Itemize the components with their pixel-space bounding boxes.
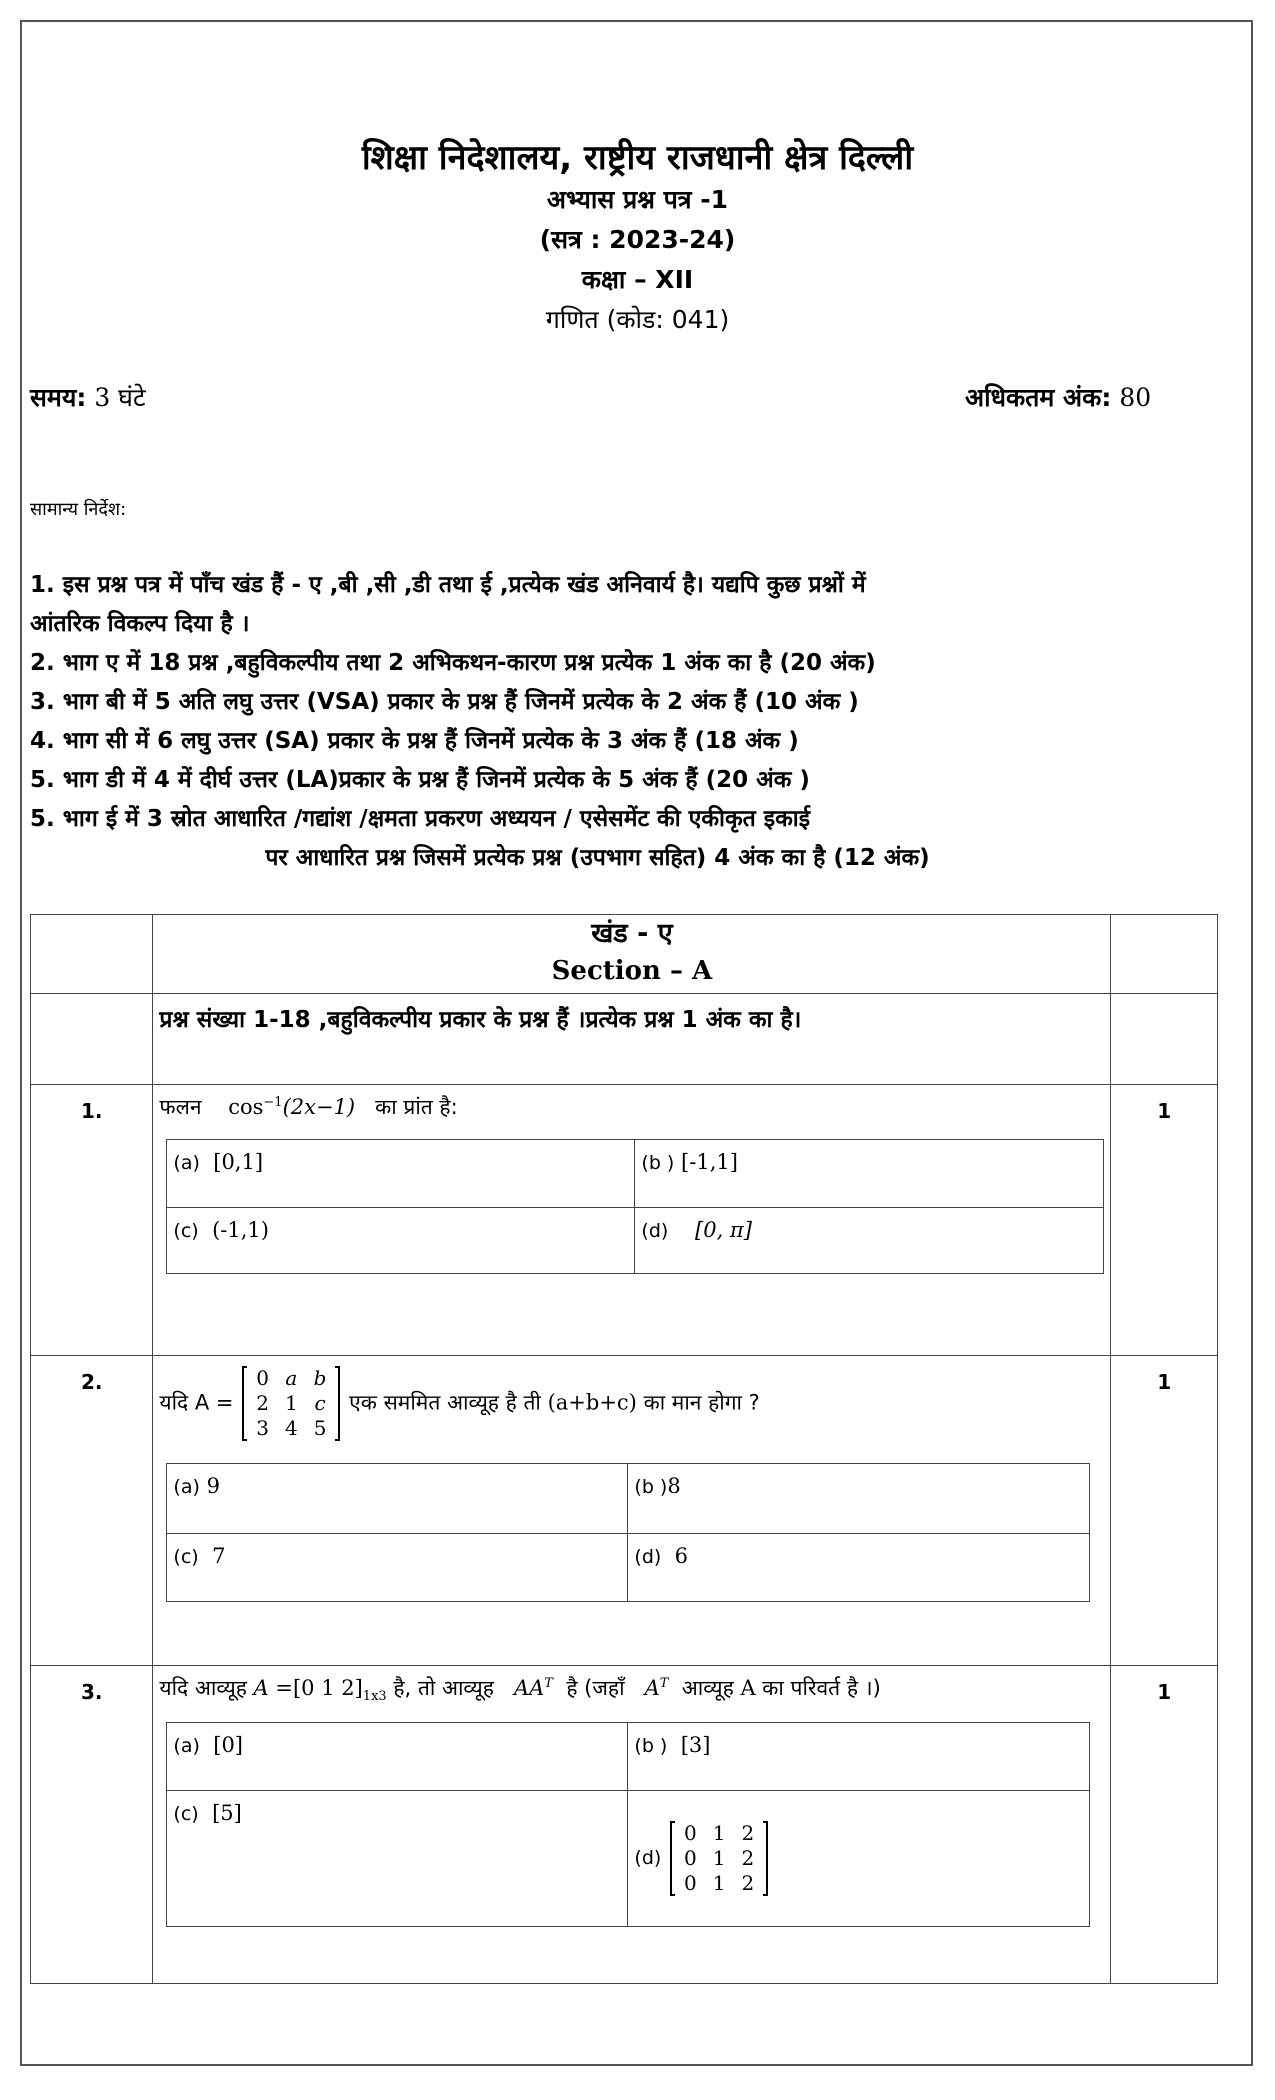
question-number: 3. bbox=[31, 1666, 153, 1984]
instruction-line: 3. भाग बी में 5 अति लघु उत्तर (VSA) प्रकार के प्रश्न हैं जिनमें प्रत्येक के 2 अंक हैं (10 अंक ) bbox=[30, 689, 859, 715]
option-c: (c) (-1,1) bbox=[167, 1208, 635, 1274]
section-title-english: Section – A bbox=[551, 956, 713, 986]
empty-cell bbox=[31, 994, 153, 1085]
options-table bbox=[166, 1722, 1090, 1927]
question-marks: 1 bbox=[1111, 1356, 1218, 1666]
question-marks: 1 bbox=[1111, 1085, 1218, 1356]
instructions-heading: सामान्य निर्देश: bbox=[30, 499, 127, 520]
question-table bbox=[30, 914, 1218, 1984]
option-b: (b )8 bbox=[628, 1464, 1090, 1534]
time-value: 3 घंटे bbox=[94, 383, 146, 412]
question-row bbox=[31, 1085, 1218, 1356]
max-marks-label: अधिकतम अंक: bbox=[965, 383, 1112, 412]
question-stem: यदि आव्यूह A =[0 1 $2]_{1x3}$ है, तो आव्यूह $AA^T$ है (जहाँ $A^T$ आव्यूह A का परिवर्त है ।) bbox=[159, 1676, 881, 1705]
matrix-option-d: 0 1 2 0 1 2 0 1 2 bbox=[670, 1821, 768, 1896]
question-row bbox=[31, 1666, 1218, 1984]
paper-header bbox=[0, 136, 1275, 340]
question-stem: फलन $\cos^{-1}(2x-1)$ का प्रांत है: bbox=[159, 1095, 458, 1119]
directorate-title: शिक्षा निदेशालय, राष्ट्रीय राजधानी क्षेत्र दिल्ली bbox=[361, 138, 914, 178]
question-number: 2. bbox=[31, 1356, 153, 1666]
section-note-row bbox=[31, 994, 1218, 1085]
option-c: (c) 7 bbox=[167, 1534, 628, 1602]
matrix-a: 0 a b 2 1 c 3 4 5 bbox=[242, 1366, 340, 1441]
empty-cell bbox=[1111, 915, 1218, 994]
max-marks-value: 80 bbox=[1119, 383, 1152, 412]
option-b: (b ) [-1,1] bbox=[635, 1140, 1104, 1208]
empty-cell bbox=[1111, 994, 1218, 1085]
instruction-line: आंतरिक विकल्प दिया है । bbox=[30, 611, 250, 637]
time-info bbox=[30, 380, 146, 414]
question-stem: यदि A = 0 a b 2 1 c 3 4 5 एक सममित आव्यूह है ती (a+b+c) का मान होगा ? bbox=[159, 1366, 760, 1440]
option-c: (c) [5] bbox=[167, 1791, 628, 1927]
question-body bbox=[153, 1356, 1111, 1666]
section-note: प्रश्न संख्या 1-18 ,बहुविकल्पीय प्रकार के प्रश्न हैं ।प्रत्येक प्रश्न 1 अंक का है। bbox=[153, 994, 1111, 1085]
question-number: 1. bbox=[31, 1085, 153, 1356]
instruction-line: 5. भाग डी में 4 में दीर्घ उत्तर (LA)प्रकार के प्रश्न हैं जिनमें प्रत्येक के 5 अंक हैं (20 अंक ) bbox=[30, 767, 810, 793]
options-table bbox=[166, 1139, 1104, 1274]
empty-cell bbox=[31, 915, 153, 994]
question-row bbox=[31, 1356, 1218, 1666]
instruction-line: 2. भाग ए में 18 प्रश्न ,बहुविकल्पीय तथा 2 अभिकथन-कारण प्रश्न प्रत्येक 1 अंक का है (20 अंक) bbox=[30, 650, 876, 676]
option-d: (d) 0 1 2 0 1 2 0 1 2 bbox=[628, 1791, 1090, 1927]
time-label: समय: bbox=[30, 383, 87, 412]
instruction-line: 1. इस प्रश्न पत्र में पाँच खंड हैं - ए ,बी ,सी ,डी तथा ई ,प्रत्येक खंड अनिवार्य है। यद्यपि कुछ प्रश्नों में bbox=[30, 572, 866, 598]
instruction-line: 5. भाग ई में 3 स्रोत आधारित /गद्यांश /क्षमता प्रकरण अध्ययन / एसेसमेंट की एकीकृत इकाई bbox=[30, 806, 811, 832]
question-body bbox=[153, 1666, 1111, 1984]
section-title-hindi: खंड - ए bbox=[591, 918, 673, 949]
subject-label: गणित (कोड: 041) bbox=[545, 305, 730, 334]
option-d: (d) [0, π] bbox=[635, 1208, 1104, 1274]
section-header-row bbox=[31, 915, 1218, 994]
session: (सत्र : 2023-24) bbox=[539, 225, 736, 254]
option-a: (a) [0] bbox=[167, 1723, 628, 1791]
option-a: (a) [0,1] bbox=[167, 1140, 635, 1208]
paper-name: अभ्यास प्रश्न पत्र -1 bbox=[546, 185, 729, 214]
option-d: (d) 6 bbox=[628, 1534, 1090, 1602]
question-marks: 1 bbox=[1111, 1666, 1218, 1984]
options-table bbox=[166, 1463, 1090, 1602]
section-title-cell bbox=[153, 915, 1111, 994]
max-marks-info bbox=[965, 380, 1151, 414]
class-label: कक्षा – XII bbox=[581, 265, 694, 294]
option-b: (b ) [3] bbox=[628, 1723, 1090, 1791]
instructions-list bbox=[30, 566, 1255, 878]
option-a: (a) 9 bbox=[167, 1464, 628, 1534]
instruction-line: 4. भाग सी में 6 लघु उत्तर (SA) प्रकार के प्रश्न हैं जिनमें प्रत्येक के 3 अंक हैं (18 अंक ) bbox=[30, 728, 799, 754]
question-body bbox=[153, 1085, 1111, 1356]
instruction-line: पर आधारित प्रश्न जिसमें प्रत्येक प्रश्न (उपभाग सहित) 4 अंक का है (12 अंक) bbox=[265, 845, 930, 871]
